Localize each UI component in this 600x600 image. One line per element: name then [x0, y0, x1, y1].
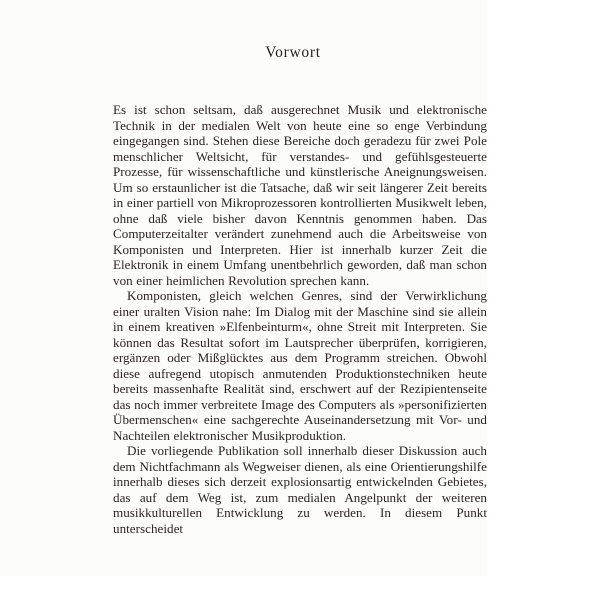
page-text-block	[113, 44, 487, 536]
body-paragraph-1: Es ist schon seltsam, daß ausgerechnet Musik und elektronische Technik in der medialen Welt von heute eine so enge Verbindung eingegangen sind. Stehen diese Bereiche doch geradezu für zwei Pole menschlicher Weltsicht, für verstandes- und gefühlsgesteuerte Prozesse, für wissenschaftliche und künstlerische Aneignungsweisen. Um so erstaunlicher ist die Tatsache, daß wir seit längerer Zeit bereits in einer partiell von Mikroprozessoren kontrollierten Musikwelt leben, ohne daß viele bisher davon Kenntnis genommen haben. Das Computerzeitalter verändert zunehmend auch die Arbeitsweise von Komponisten und Interpreten. Hier ist innerhalb kurzer Zeit die Elektronik in einem Umfang unentbehrlich geworden, daß man schon von einer heimlichen Revolution sprechen kann.	[113, 102, 487, 288]
page-title: Vorwort	[265, 44, 321, 61]
body-paragraph-3: Die vorliegende Publikation soll innerhalb dieser Diskussion auch dem Nichtfachmann als Wegweiser dienen, als eine Orientierungshilfe innerhalb dieses sich derzeit explosionsartig entwickelnden Gebietes, das auf dem Weg ist, zum medialen Angelpunkt der weiteren musikkulturellen Entwicklung zu werden. In diesem Punkt unterscheidet	[113, 443, 487, 536]
body-paragraph-2: Komponisten, gleich welchen Genres, sind der Verwirklichung einer uralten Vision nahe: Im Dialog mit der Maschine sind sie allein in einem kreativen »Elfenbeinturm«, ohne Streit mit Interpreten. Sie können das Resultat sofort im Lautsprecher überprüfen, korrigieren, ergänzen oder Mißglücktes aus dem Programm streichen. Obwohl diese aufregend utopisch anmutenden Produktionstechniken heute bereits massenhafte Realität sind, erschwert auf der Rezipientenseite das noch immer verbreitete Image des Computers als »personifizierten Übermenschen« eine sachgerechte Auseinandersetzung mit Vor- und Nachteilen elektronischer Musikproduktion.	[113, 288, 487, 443]
